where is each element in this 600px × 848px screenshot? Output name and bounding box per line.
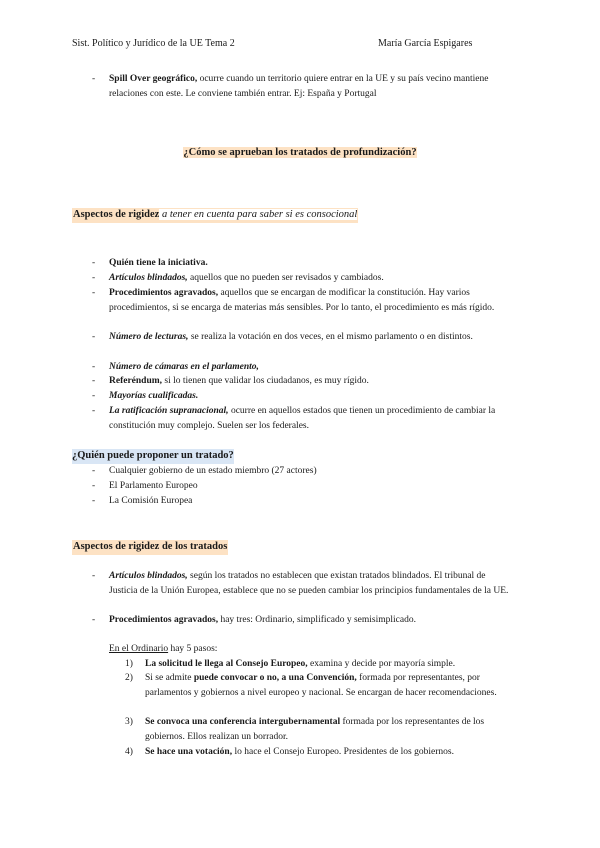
term-bold: Spill Over geográfico, xyxy=(109,74,198,84)
list-item: - Artículos blindados, según los tratados no establecen que existan tratados blindados. El tribunal de Justicia de la Unión Europea, establece que no se pueden cambiar los principios fundamentales de la UE. xyxy=(92,571,509,596)
list-item: - Referéndum, si lo tienen que validar los ciudadanos, es muy rígido. xyxy=(92,376,369,386)
list-item: - Artículos blindados, aquellos que no pueden ser revisados y cambiados. xyxy=(92,273,384,283)
list-item: - La ratificación supranacional, ocurre en aquellos estados que tienen un procedimiento de cambiar la constitución muy complejo. Suelen ser los federales. xyxy=(92,406,496,431)
numbered-step: 1) La solicitud le llega al Consejo Europeo, examina y decide por mayoría simple. xyxy=(125,659,456,669)
list-item: - Número de lecturas, se realiza la votación en dos veces, en el mismo parlamento o en distintos. xyxy=(92,332,473,342)
numbered-step: 2) Si se admite puede convocar o no, a una Convención, formada por representantes, por parlamentos y gobiernos a nivel europeo y nacional. Se encargan de hacer recomendaciones. xyxy=(125,673,497,698)
section-title-rigidez: Aspectos de rigidez a tener en cuenta para saber si es consocional xyxy=(72,208,358,223)
list-item: - El Parlamento Europeo xyxy=(92,481,198,491)
list-item: - Procedimientos agravados, hay tres: Ordinario, simplificado y semisimplicado. xyxy=(92,615,416,625)
section-title-proponer: ¿Quién puede proponer un tratado? xyxy=(72,449,234,464)
list-item: - Spill Over geográfico, ocurre cuando un territorio quiere entrar en la UE y su país vecino mantiene relaciones con este. Le conviene también entrar. Ej: España y Portugal xyxy=(92,74,489,99)
header-author: María García Espigares xyxy=(378,38,473,49)
list-item: - Mayorías cualificadas. xyxy=(92,391,199,401)
numbered-step: 4) Se hace una votación, lo hace el Consejo Europeo. Presidentes de los gobiernos. xyxy=(125,747,454,757)
list-item: - Procedimientos agravados, aquellos que se encargan de modificar la constitución. Hay varios procedimientos, si se encarga de materias más sensibles. Por lo tanto, el procedimiento es más rígido. xyxy=(92,288,495,313)
numbered-step: 3) Se convoca una conferencia intergubernamental formada por los representantes de los gobiernos. Ellos realizan un borrador. xyxy=(125,717,485,742)
list-item: - Número de cámaras en el parlamento, xyxy=(92,362,259,372)
list-item: - Quién tiene la iniciativa. xyxy=(92,258,208,268)
section-note: a tener en cuenta para saber si es consocional xyxy=(159,209,358,220)
list-item: - La Comisión Europea xyxy=(92,496,193,506)
list-item: - Cualquier gobierno de un estado miembro (27 actores) xyxy=(92,466,317,476)
term-text: ocurre cuando un territorio quiere entrar en la UE y su país vecino mantiene relaciones con este. Le conviene también entrar. Ej: España y Portugal xyxy=(109,74,489,99)
ordinario-intro: En el Ordinario hay 5 pasos: xyxy=(109,644,218,654)
section-title-tratados: Aspectos de rigidez de los tratados xyxy=(72,540,228,555)
header-course-title: Sist. Político y Jurídico de la UE Tema 2 xyxy=(72,38,235,49)
main-question: ¿Cómo se aprueban los tratados de profundización? xyxy=(183,147,417,158)
